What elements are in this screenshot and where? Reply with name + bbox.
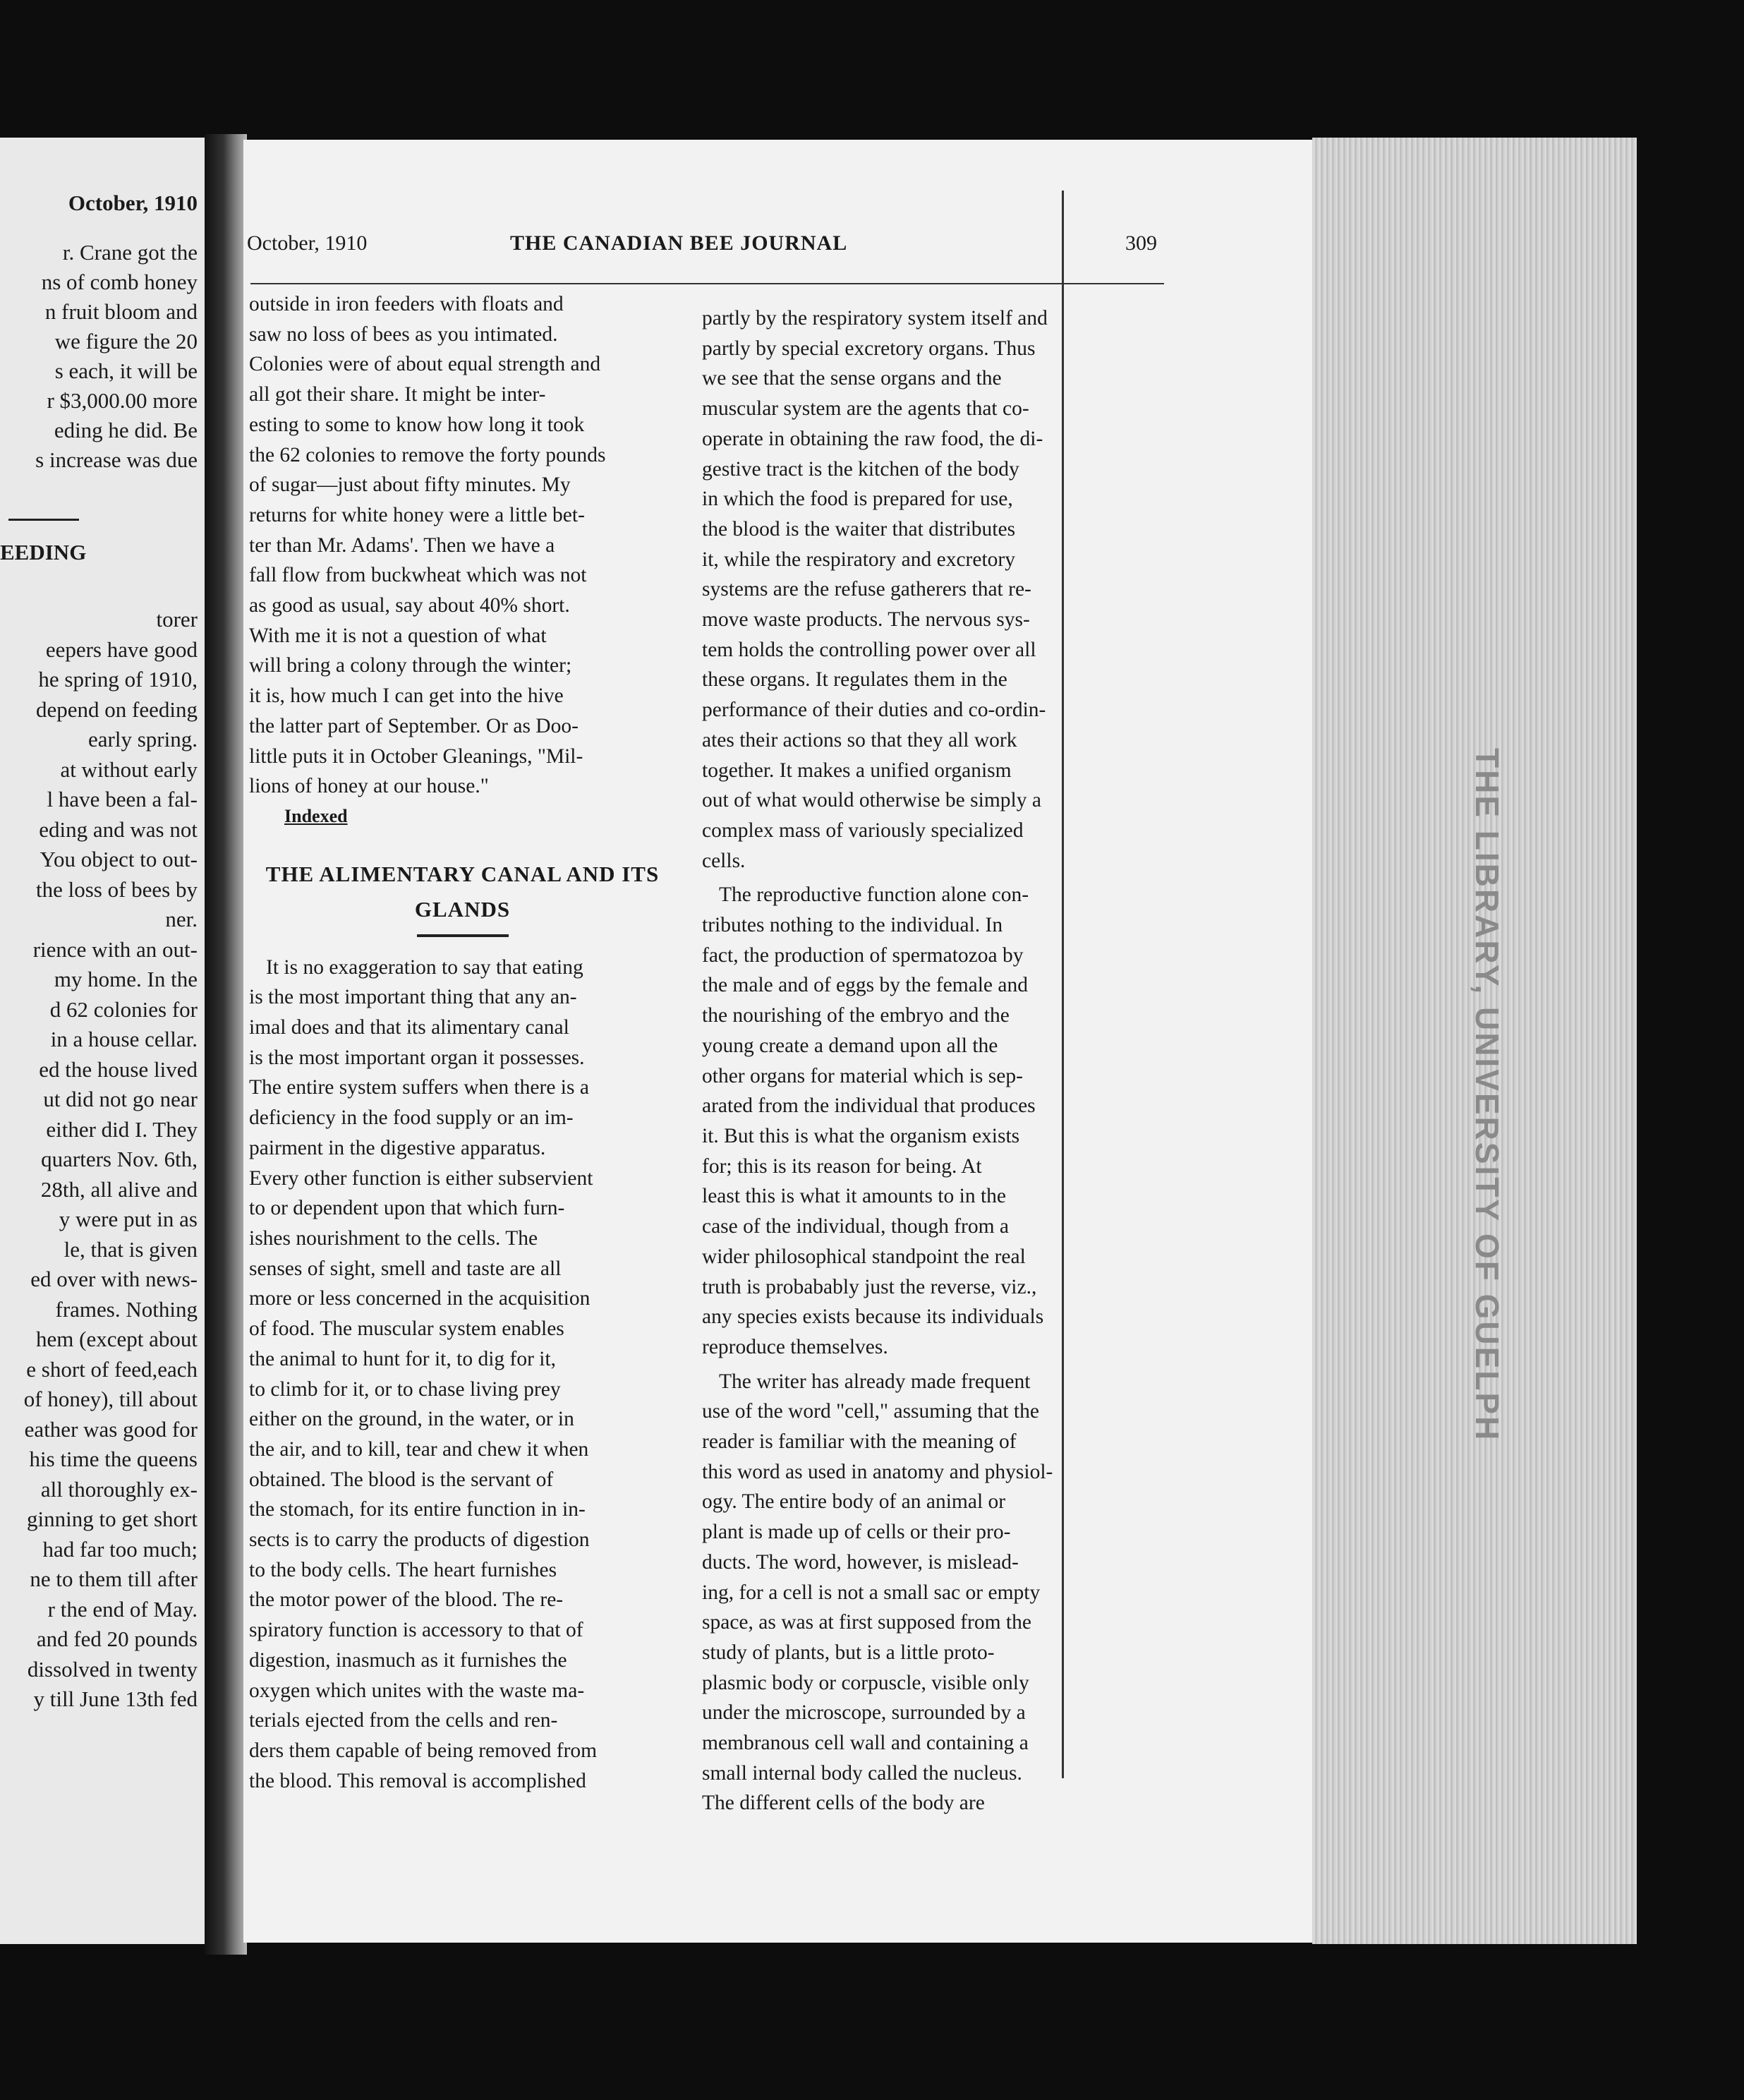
text-line: these organs. It regulates them in the — [702, 668, 1007, 692]
left-text-line: l have been a fal- — [47, 787, 198, 811]
left-text-line: frames. Nothing — [55, 1296, 198, 1322]
left-text-line: ed over with news- — [30, 1267, 198, 1291]
text-line: will bring a colony through the winter; — [249, 654, 572, 677]
left-text-line: he spring of 1910, — [38, 667, 198, 692]
left-text-line: of honey), till about — [23, 1387, 198, 1411]
text-line: it, while the respiratory and excretory — [702, 548, 1015, 571]
text-line: cells. — [702, 849, 746, 872]
left-text-line: eepers have good — [45, 636, 198, 662]
text-line: outside in iron feeders with floats and — [249, 293, 564, 315]
article-paragraph-3 — [702, 880, 1136, 1362]
text-line: other organs for material which is sep- — [702, 1064, 1023, 1087]
text-line: ogy. The entire body of an animal or — [702, 1490, 1006, 1514]
title-divider — [417, 934, 509, 937]
left-text-line: had far too much; — [42, 1536, 198, 1562]
text-line: ter than Mr. Adams'. Then we have a — [249, 533, 555, 557]
left-text-line: eding he did. Be — [54, 418, 198, 442]
text-line: The entire system suffers when there is a — [249, 1076, 589, 1099]
left-text-line: ginning to get short — [27, 1507, 198, 1531]
text-line: reproduce themselves. — [702, 1335, 888, 1358]
left-text-line: the loss of bees by — [35, 876, 198, 902]
text-line: to or dependent upon that which furn- — [249, 1197, 565, 1220]
text-line: all got their share. It might be inter- — [249, 383, 546, 406]
book-gutter — [205, 134, 247, 1955]
header-rule — [250, 283, 1164, 284]
left-text-line: we figure the 20 — [54, 329, 198, 354]
right-page — [243, 140, 1319, 1943]
text-line: partly by special excretory organs. Thus — [702, 337, 1036, 360]
text-line: out of what would otherwise be simply a — [702, 789, 1041, 812]
text-line: arated from the individual that produces — [702, 1094, 1036, 1118]
text-line: the motor power of the blood. The re- — [249, 1588, 564, 1612]
text-line: deficiency in the food supply or an im- — [249, 1106, 574, 1130]
article-paragraph-1 — [249, 953, 676, 1797]
left-text-line: torer — [156, 607, 198, 632]
text-line: is the most important organ it possesses. — [249, 1046, 585, 1069]
text-line: any species exists because its individuals — [702, 1305, 1044, 1329]
left-text-line: le, that is given — [63, 1236, 198, 1262]
text-line: membranous cell wall and containing a — [702, 1732, 1029, 1755]
article-title-line-2: GLANDS — [414, 896, 511, 922]
text-line: more or less concerned in the acquisition — [249, 1287, 591, 1310]
page-number: 309 — [1125, 231, 1157, 255]
text-line: lions of honey at our house." — [249, 775, 489, 798]
text-line: it is, how much I can get into the hive — [249, 684, 564, 708]
left-text-line: ne to them till after — [30, 1567, 198, 1591]
text-line: wider philosophical standpoint the real — [702, 1245, 1026, 1268]
text-line: The different cells of the body are — [702, 1792, 985, 1815]
text-line: terials ejected from the cells and ren- — [249, 1709, 558, 1732]
left-text-line: eding and was not — [39, 816, 198, 842]
left-section-title: EEDING — [0, 540, 87, 565]
text-line: of food. The muscular system enables — [249, 1317, 564, 1341]
left-text-line: e short of feed,each — [26, 1356, 198, 1382]
left-text-line: ed the house lived — [39, 1056, 198, 1082]
text-line: it. But this is what the organism exists — [702, 1124, 1020, 1147]
running-header-title: THE CANADIAN BEE JOURNAL — [510, 231, 848, 255]
left-text-line: hem (except about — [36, 1327, 198, 1351]
text-line: Colonies were of about equal strength and — [249, 353, 601, 376]
text-line: esting to some to know how long it took — [249, 413, 585, 436]
text-line: to the body cells. The heart furnishes — [249, 1558, 557, 1581]
text-line: young create a demand upon all the — [702, 1034, 998, 1057]
column-left — [249, 289, 676, 1796]
text-line: The writer has already made frequent — [719, 1370, 1031, 1393]
text-line: returns for white honey were a little bet- — [249, 503, 585, 526]
text-line: gestive tract is the kitchen of the body — [702, 457, 1019, 481]
left-text-line: You object to out- — [40, 847, 198, 871]
text-line: The reproductive function alone con- — [719, 883, 1029, 907]
column-right — [702, 303, 1136, 1818]
text-line: the blood. This removal is accomplished — [249, 1769, 586, 1792]
left-text-line: ner. — [165, 907, 198, 931]
text-line: fall flow from buckwheat which was not — [249, 564, 587, 587]
text-line: the 62 colonies to remove the forty pounds — [249, 443, 606, 466]
left-text-line: dissolved in twenty — [27, 1656, 198, 1682]
text-line: under the microscope, surrounded by a — [702, 1701, 1026, 1725]
text-line: It is no exaggeration to say that eating — [266, 955, 583, 979]
text-line: digestion, inasmuch as it furnishes the — [249, 1648, 567, 1672]
left-text-line: y till June 13th fed — [33, 1686, 198, 1711]
left-text-line: n fruit bloom and — [44, 299, 198, 324]
left-text-line: ut did not go near — [43, 1087, 198, 1111]
text-line: ing, for a cell is not a small sac or empty — [702, 1581, 1041, 1604]
text-line: systems are the refuse gatherers that re- — [702, 578, 1031, 601]
article-title-line-1: THE ALIMENTARY CANAL AND ITS — [265, 861, 660, 886]
left-text-line: depend on feeding — [36, 696, 198, 722]
text-line: study of plants, but is a little proto- — [702, 1641, 995, 1664]
text-line: of sugar—just about fifty minutes. My — [249, 473, 571, 497]
text-line: Every other function is either subservient — [249, 1166, 593, 1190]
text-line: With me it is not a question of what — [249, 624, 547, 647]
text-line: either on the ground, in the water, or in — [249, 1408, 574, 1431]
text-line: space, as was at first supposed from the — [702, 1611, 1031, 1634]
text-line: we see that the sense organs and the — [702, 367, 1002, 390]
text-line: is the most important thing that any an- — [249, 986, 577, 1009]
text-line: in which the food is prepared for use, — [702, 488, 1013, 511]
text-line: truth is probabably just the reverse, viz., — [702, 1275, 1037, 1298]
indexed-stamp: Indexed — [284, 805, 348, 826]
text-line: little puts it in October Gleanings, "Mil- — [249, 744, 583, 768]
left-text-line: his time the queens — [29, 1447, 198, 1471]
text-line: partly by the respiratory system itself and — [702, 307, 1048, 330]
text-line: small internal body called the nucleus. — [702, 1761, 1022, 1785]
text-line: spiratory function is accessory to that of — [249, 1619, 583, 1642]
left-text-line: my home. In the — [54, 967, 198, 991]
text-line: the blood is the waiter that distributes — [702, 517, 1016, 541]
library-stamp-text: THE LIBRARY, UNIVERSITY OF GUELPH — [1469, 748, 1506, 1442]
left-text-line: in a house cellar. — [50, 1027, 198, 1051]
text-line: saw no loss of bees as you intimated. — [249, 322, 558, 346]
left-text-line: r $3,000.00 more — [47, 388, 198, 413]
text-line: the animal to hunt for it, to dig for it, — [249, 1347, 557, 1370]
left-page — [0, 138, 205, 1944]
text-line: plant is made up of cells or their pro- — [702, 1521, 1011, 1544]
text-line: use of the word "cell," assuming that the — [702, 1400, 1039, 1423]
text-line: fact, the production of spermatozoa by — [702, 943, 1024, 967]
text-line: tem holds the controlling power over all — [702, 638, 1036, 661]
left-text-line: d 62 colonies for — [49, 996, 198, 1022]
left-text-line: s each, it will be — [54, 358, 198, 383]
left-text-line: ns of comb honey — [41, 270, 198, 294]
text-line: the air, and to kill, tear and chew it when — [249, 1437, 589, 1461]
left-text-line: rience with an out- — [32, 936, 198, 962]
text-line: plasmic body or corpuscle, visible only — [702, 1671, 1029, 1694]
text-line: pairment in the digestive apparatus. — [249, 1136, 546, 1159]
text-line: this word as used in anatomy and physiol- — [702, 1460, 1053, 1483]
left-text-line: either did I. They — [46, 1116, 198, 1142]
left-text-line: s increase was due — [35, 447, 198, 472]
left-text-line: y were put in as — [59, 1207, 198, 1231]
text-line: obtained. The blood is the servant of — [249, 1468, 554, 1491]
left-text-line: and fed 20 pounds — [36, 1627, 198, 1651]
left-divider — [8, 519, 79, 521]
text-line: performance of their duties and co-ordin- — [702, 699, 1046, 722]
left-text-line: r the end of May. — [47, 1596, 198, 1622]
library-stamp — [1467, 748, 1510, 1595]
text-line: the nourishing of the embryo and the — [702, 1004, 1010, 1027]
text-line: complex mass of variously specialized — [702, 819, 1024, 842]
text-line: imal does and that its alimentary canal — [249, 1016, 569, 1039]
letter-text — [249, 289, 676, 802]
left-text-line: r. Crane got the — [62, 240, 198, 265]
text-line: sects is to carry the products of digestion — [249, 1528, 590, 1552]
text-line: to climb for it, or to chase living prey — [249, 1377, 561, 1401]
text-line: ducts. The word, however, is mislead- — [702, 1550, 1019, 1574]
text-line: as good as usual, say about 40% short. — [249, 594, 570, 617]
text-line: case of the individual, though from a — [702, 1215, 1010, 1238]
text-line: for; this is its reason for being. At — [702, 1154, 982, 1178]
text-line: muscular system are the agents that co- — [702, 397, 1029, 421]
text-line: the stomach, for its entire function in in- — [249, 1498, 586, 1521]
article-paragraph-2 — [702, 303, 1136, 876]
text-line: tributes nothing to the individual. In — [702, 914, 1003, 937]
text-line: senses of sight, smell and taste are all — [249, 1257, 562, 1280]
text-line: ishes nourishment to the cells. The — [249, 1226, 538, 1250]
text-line: least this is what it amounts to in the — [702, 1185, 1006, 1208]
text-line: operate in obtaining the raw food, the di- — [702, 427, 1043, 450]
left-text-line: early spring. — [88, 727, 198, 752]
running-header-date: October, 1910 — [247, 231, 368, 255]
text-line: ders them capable of being removed from — [249, 1739, 598, 1762]
text-line: ates their actions so that they all work — [702, 728, 1017, 752]
left-text-line: quarters Nov. 6th, — [41, 1147, 198, 1171]
left-text-line: eather was good for — [24, 1416, 198, 1442]
text-line: the male and of eggs by the female and — [702, 974, 1028, 997]
text-line: oxygen which unites with the waste ma- — [249, 1679, 585, 1702]
left-text-line: 28th, all alive and — [40, 1176, 198, 1202]
margin-rule — [1062, 191, 1064, 1778]
left-text-line: all thoroughly ex- — [40, 1476, 198, 1502]
left-page-header: October, 1910 — [68, 191, 198, 215]
text-line: together. It makes a unified organism — [702, 759, 1012, 782]
article-paragraph-4 — [702, 1367, 1136, 1819]
text-line: move waste products. The nervous sys- — [702, 608, 1030, 632]
left-text-line: at without early — [60, 756, 198, 782]
text-line: the latter part of September. Or as Doo- — [249, 714, 579, 737]
text-line: reader is familiar with the meaning of — [702, 1430, 1017, 1454]
